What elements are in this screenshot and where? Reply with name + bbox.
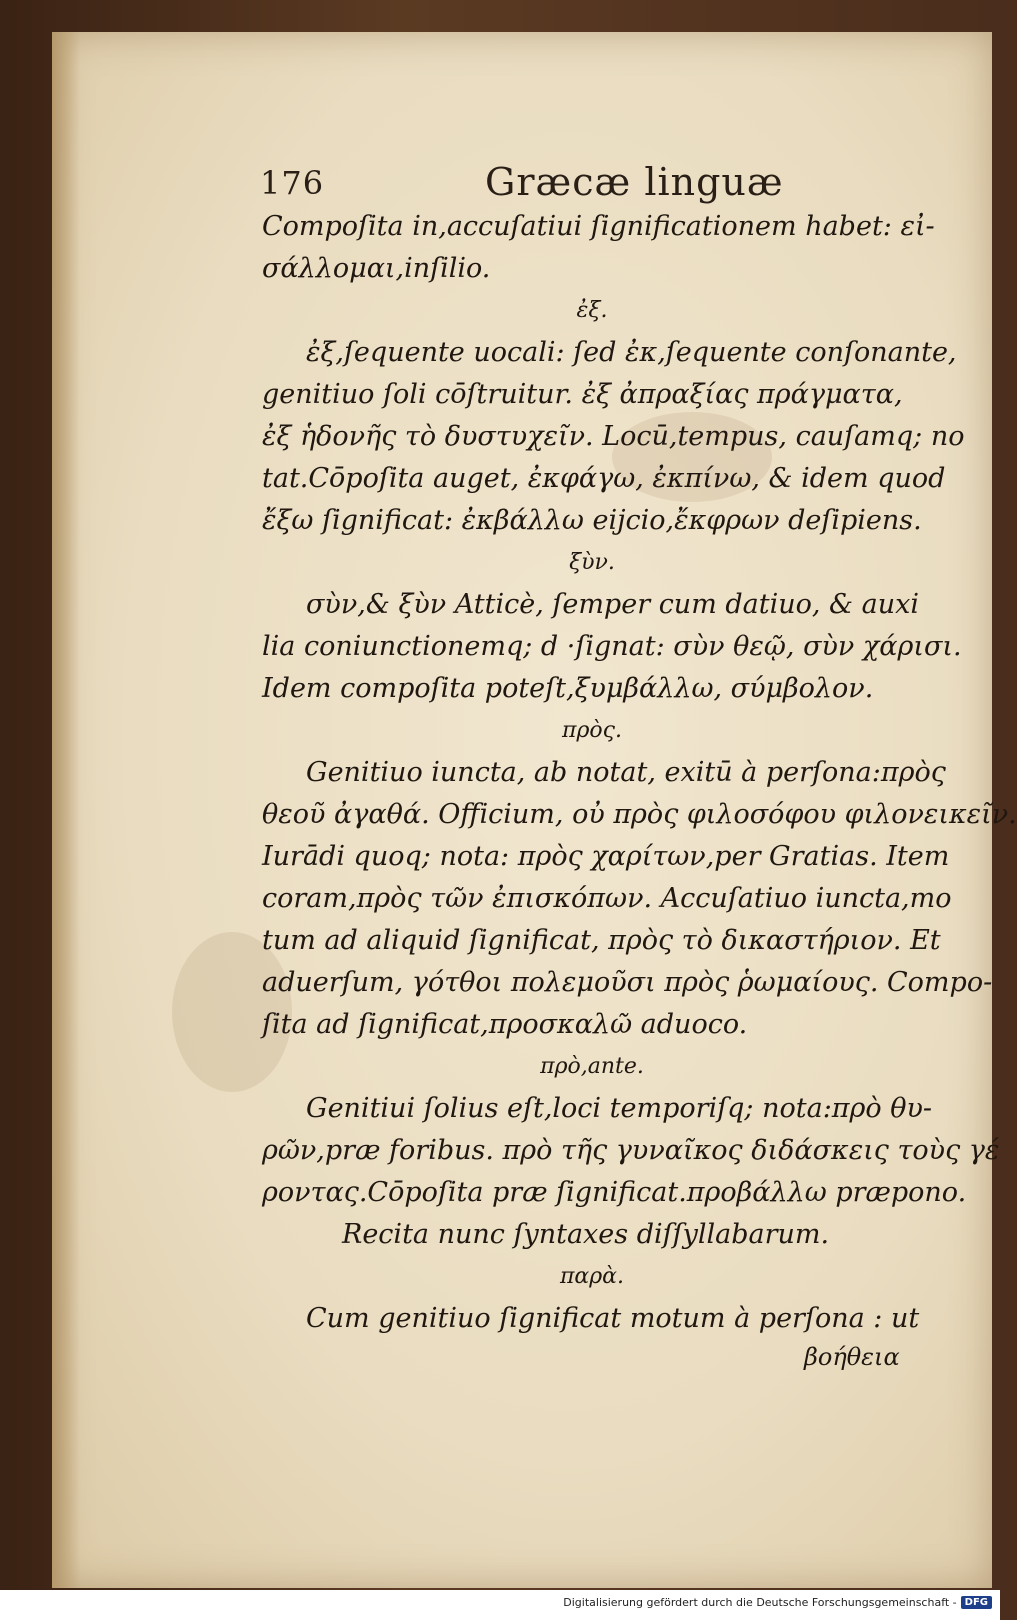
text-line: aduerſum, γότθοι πολεμοῦσι πρὸς ῥωμαίους. Compo- bbox=[262, 967, 993, 998]
text-line: Iurādi quoq; nota: πρὸς χαρίτων,per Gratias. Item bbox=[262, 841, 950, 872]
text-line: genitiuo ſoli cōſtruitur. ἐξ ἀπραξίας πράγματα, bbox=[262, 379, 903, 410]
text-line: ἐξ,ſequente uocali: ſed ἐκ,ſequente conſonante, bbox=[306, 337, 957, 368]
text-line: lia coniunctionemq; d ·ſignat: σὺν θεῷ, σὺν χάρισι. bbox=[262, 631, 962, 662]
catchword: βοήθεια bbox=[804, 1343, 900, 1371]
text-line: θεοῦ ἀγαθά. Officium, οὐ πρὸς φιλοσόφου φιλονεικεῖν. bbox=[262, 799, 1017, 830]
text-line: ſita ad ſignificat,προσκαλῶ aduoco. bbox=[262, 1009, 748, 1040]
text-line: Compoſita in,accuſatiui ſignificationem habet: εἰ- bbox=[262, 211, 935, 242]
text-line: σάλλομαι,inſilio. bbox=[262, 253, 491, 284]
text-line: ρῶν,præ foribus. πρὸ τῆς γυναῖκος διδάσκεις τοὺς γέ bbox=[262, 1135, 1000, 1166]
text-line: Recita nunc ſyntaxes diſſyllabarum. bbox=[342, 1219, 830, 1250]
text-line: Cum genitiuo ſignificat motum à perſona : ut bbox=[306, 1303, 920, 1334]
section-heading: ἐξ. bbox=[576, 298, 608, 323]
section-heading: πρὸς. bbox=[562, 718, 622, 743]
text-line: ἐξ ἡδονῆς τὸ δυστυχεῖν. Locū,tempus, cauſamq; no bbox=[262, 421, 965, 452]
text-line: coram,πρὸς τῶν ἐπισκόπων. Accuſatiuo iuncta,mo bbox=[262, 883, 952, 914]
text-line: Idem compoſita poteſt,ξυμβάλλω, σύμβολον. bbox=[262, 673, 874, 704]
section-heading: παρὰ. bbox=[559, 1264, 625, 1289]
section-heading: πρὸ,ante. bbox=[540, 1054, 644, 1079]
credit-text: Digitalisierung gefördert durch die Deutsche Forschungsgemeinschaft - bbox=[563, 1596, 957, 1609]
digitization-credit bbox=[563, 1596, 992, 1609]
section-heading: ξὺν. bbox=[569, 550, 615, 575]
text-line: σὺν,& ξὺν Atticè, ſemper cum datiuo, & auxi bbox=[306, 589, 920, 620]
page-number: 176 bbox=[260, 164, 325, 202]
text-line: Genitiui ſolius eſt,loci temporiſq; nota:πρὸ θυ- bbox=[306, 1093, 933, 1124]
body-text bbox=[262, 206, 1017, 1340]
text-line: Genitiuo iuncta, ab notat, exitū à perſona:πρὸς bbox=[306, 757, 946, 788]
text-line: ροντας.Cōpoſita præ ſignificat.προβάλλω præpono. bbox=[262, 1177, 967, 1208]
text-line: tat.Cōpoſita auget, ἐκφάγω, ἐκπίνω, & idem quod bbox=[262, 463, 946, 494]
dfg-logo: DFG bbox=[961, 1596, 992, 1609]
running-title: Græcæ linguæ bbox=[485, 160, 784, 204]
text-line: tum ad aliquid ſignificat, πρὸς τὸ δικαστήριον. Et bbox=[262, 925, 941, 956]
text-line: ἔξω ſignificat: ἐκβάλλω eijcio,ἔκφρων deſipiens. bbox=[262, 505, 922, 536]
